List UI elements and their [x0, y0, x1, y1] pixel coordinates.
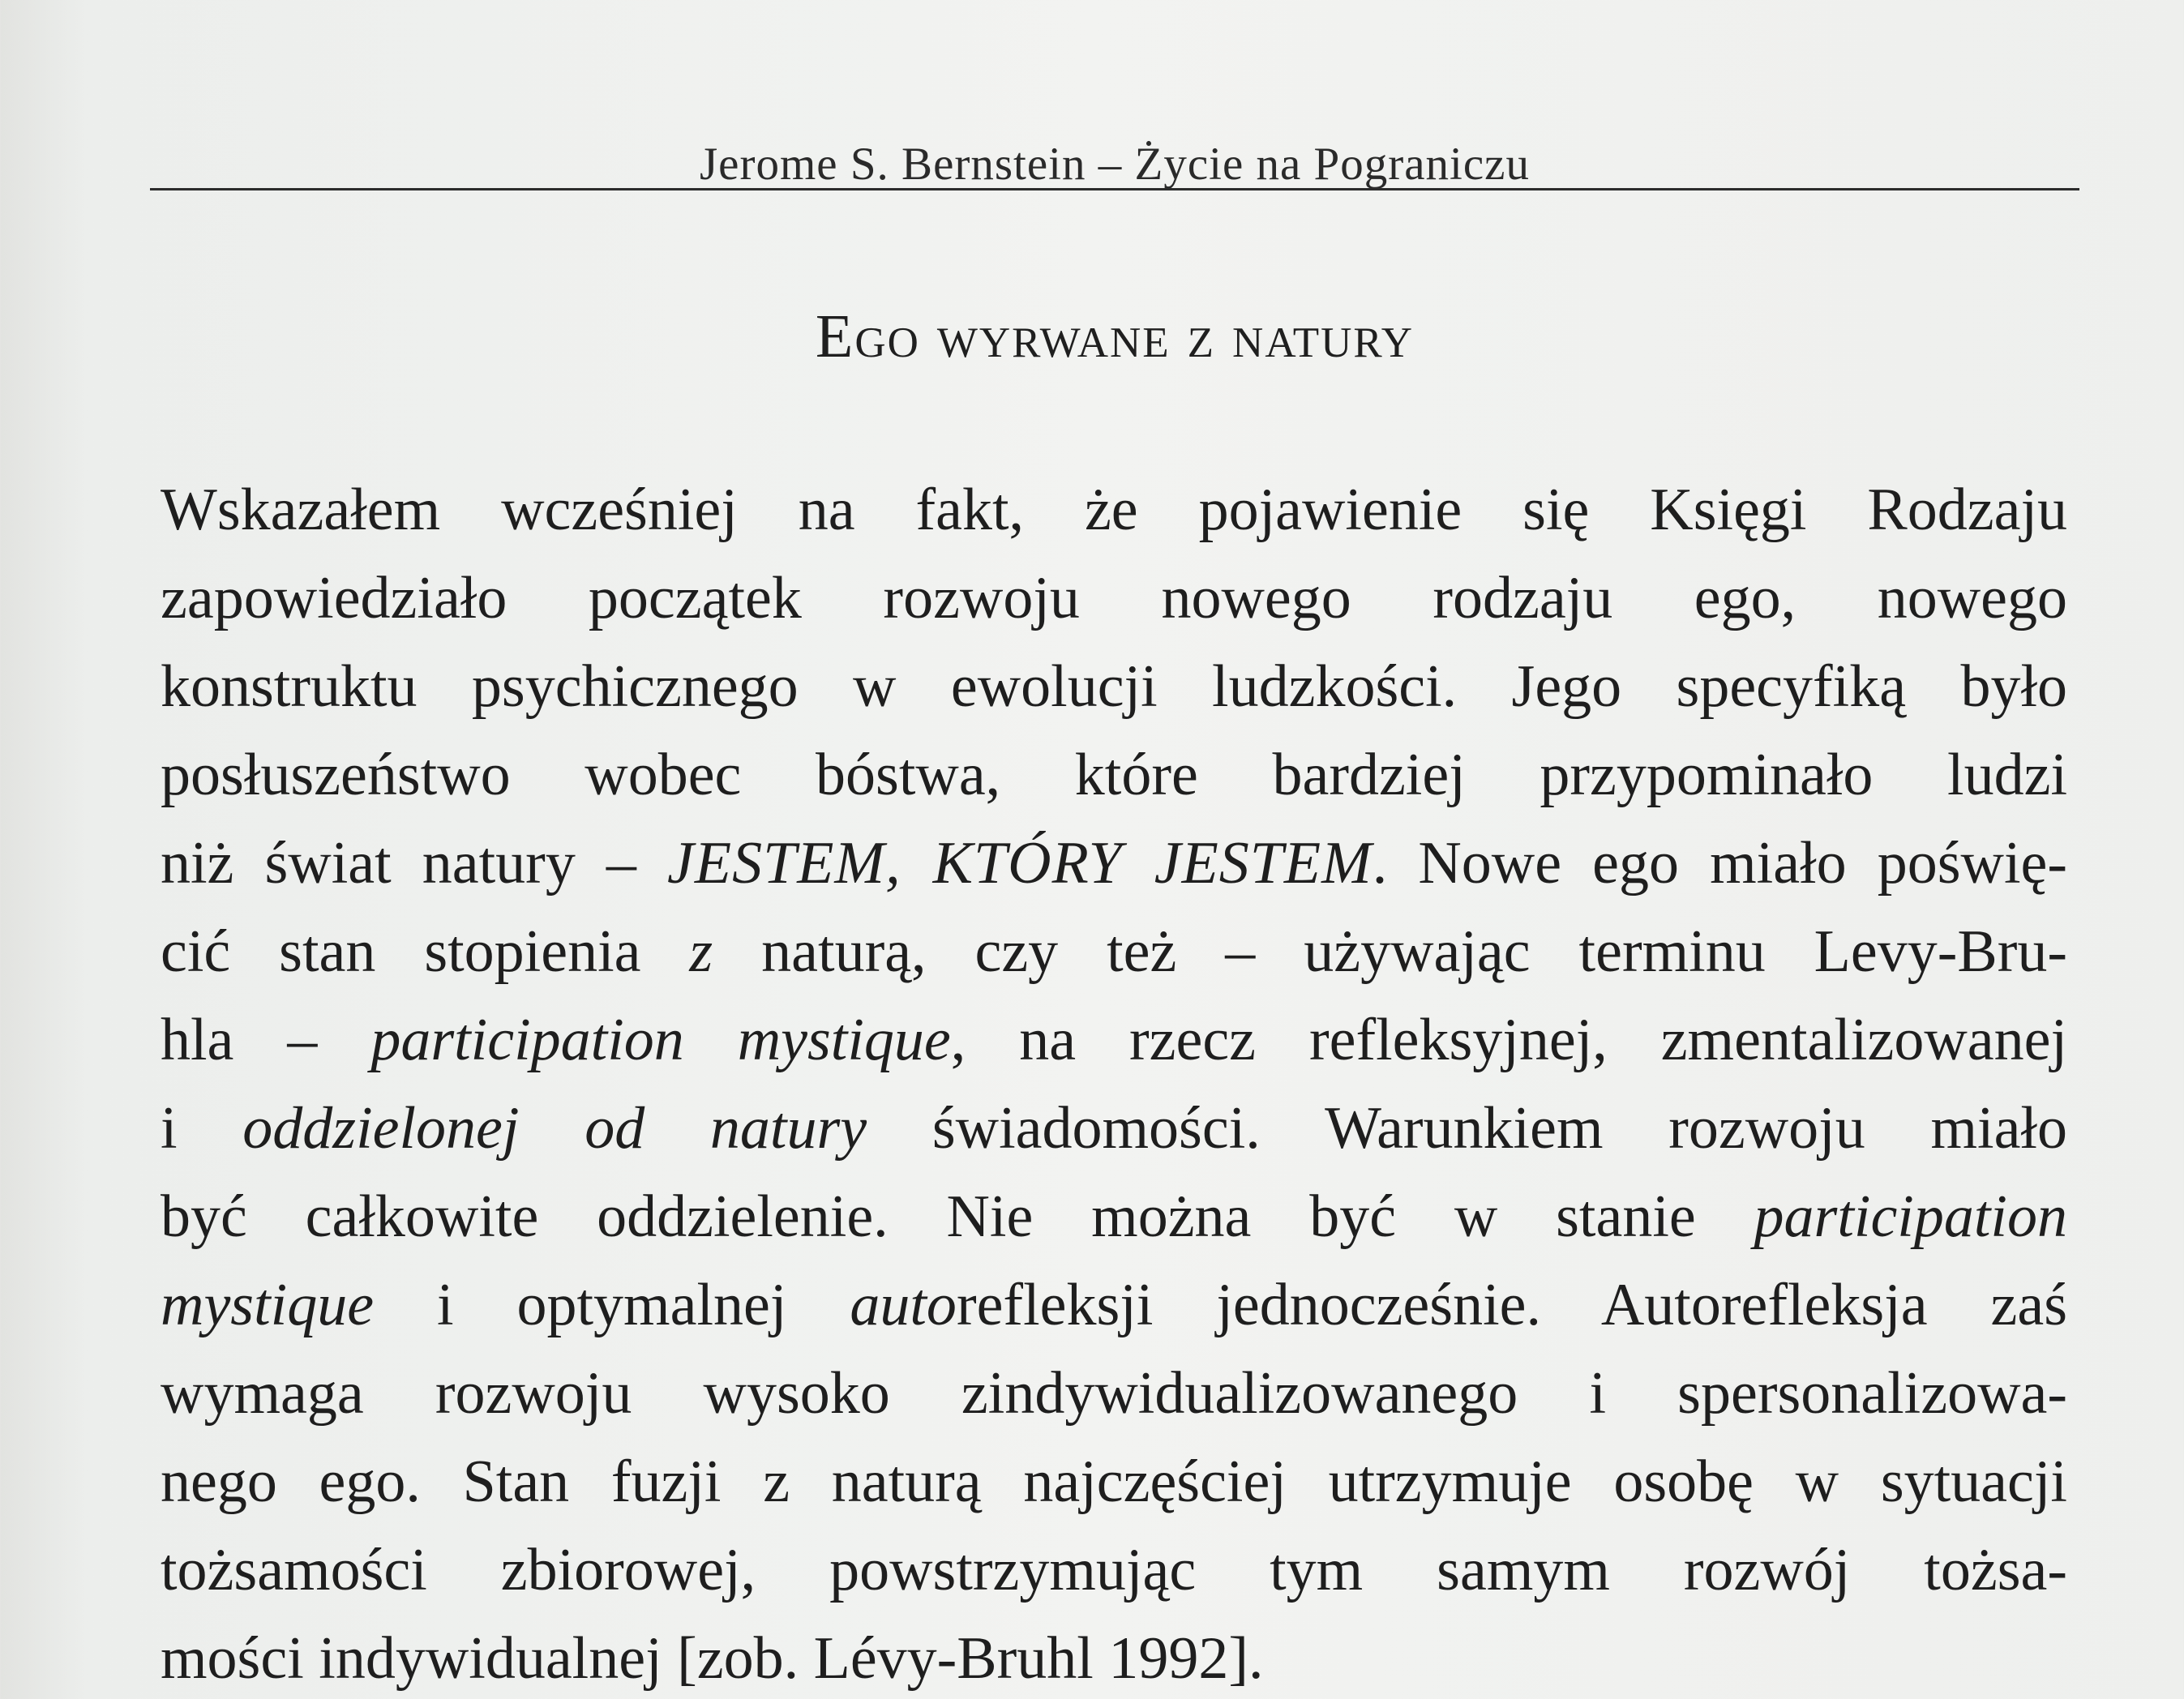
italic-mystique: mystique — [161, 1272, 375, 1338]
text-line: nego ego. Stan fuzji z naturą najczęściej utrzymuje osobę w sytuacji — [161, 1449, 2067, 1515]
text-line: cić stan stopienia z naturą, czy też – używając terminu Levy-Bru- — [161, 918, 2067, 985]
text-line: niż świat natury – JESTEM, KTÓRY JESTEM. Nowe ego miało poświę- — [161, 830, 2067, 897]
running-head: Jerome S. Bernstein – Życie na Pograniczu — [700, 139, 1530, 190]
italic-z: z — [689, 918, 713, 985]
text-line: mystique i optymalnej autorefleksji jednocześnie. Autorefleksja zaś — [161, 1272, 2067, 1338]
italic-participation-mystique: participation mystique — [370, 1007, 951, 1073]
italic-auto: auto — [850, 1272, 957, 1338]
text-line: Wskazałem wcześniej na fakt, że pojawienie się Księgi Rodzaju — [161, 477, 2067, 543]
header-rule — [150, 188, 2079, 190]
text-line: hla – participation mystique, na rzecz refleksyjnej, zmentalizowanej — [161, 1007, 2067, 1073]
body-paragraph — [161, 466, 2067, 1699]
section-title: Ego wyrwane z natury — [815, 302, 1415, 370]
text-line: tożsamości zbiorowej, powstrzymując tym samym rozwój tożsa- — [161, 1537, 2067, 1603]
small-caps-jestem: JESTEM — [667, 830, 886, 897]
text-line: wymaga rozwoju wysoko zindywidualizowanego i spersonalizowa- — [161, 1360, 2067, 1427]
text-line: konstruktu psychicznego w ewolucji ludzkości. Jego specyfiką było — [161, 653, 2067, 720]
italic-participation: participation — [1754, 1183, 2067, 1250]
italic-oddzielonej: oddzielonej od natury — [242, 1095, 867, 1162]
small-caps-jestem: JESTEM — [1154, 830, 1372, 897]
text-line: być całkowite oddzielenie. Nie można być w stanie participation — [161, 1183, 2067, 1250]
text-line: i oddzielonej od natury świadomości. Warunkiem rozwoju miało — [161, 1095, 2067, 1162]
text-line: posłuszeństwo wobec bóstwa, które bardziej przypominało ludzi — [161, 742, 2067, 808]
small-caps-ktory: , KTÓRY — [885, 830, 1154, 897]
text-line: mości indywidualnej [zob. Lévy-Bruhl 1992]. — [161, 1625, 1264, 1692]
text-line: zapowiedziało początek rozwoju nowego rodzaju ego, nowego — [161, 565, 2067, 631]
